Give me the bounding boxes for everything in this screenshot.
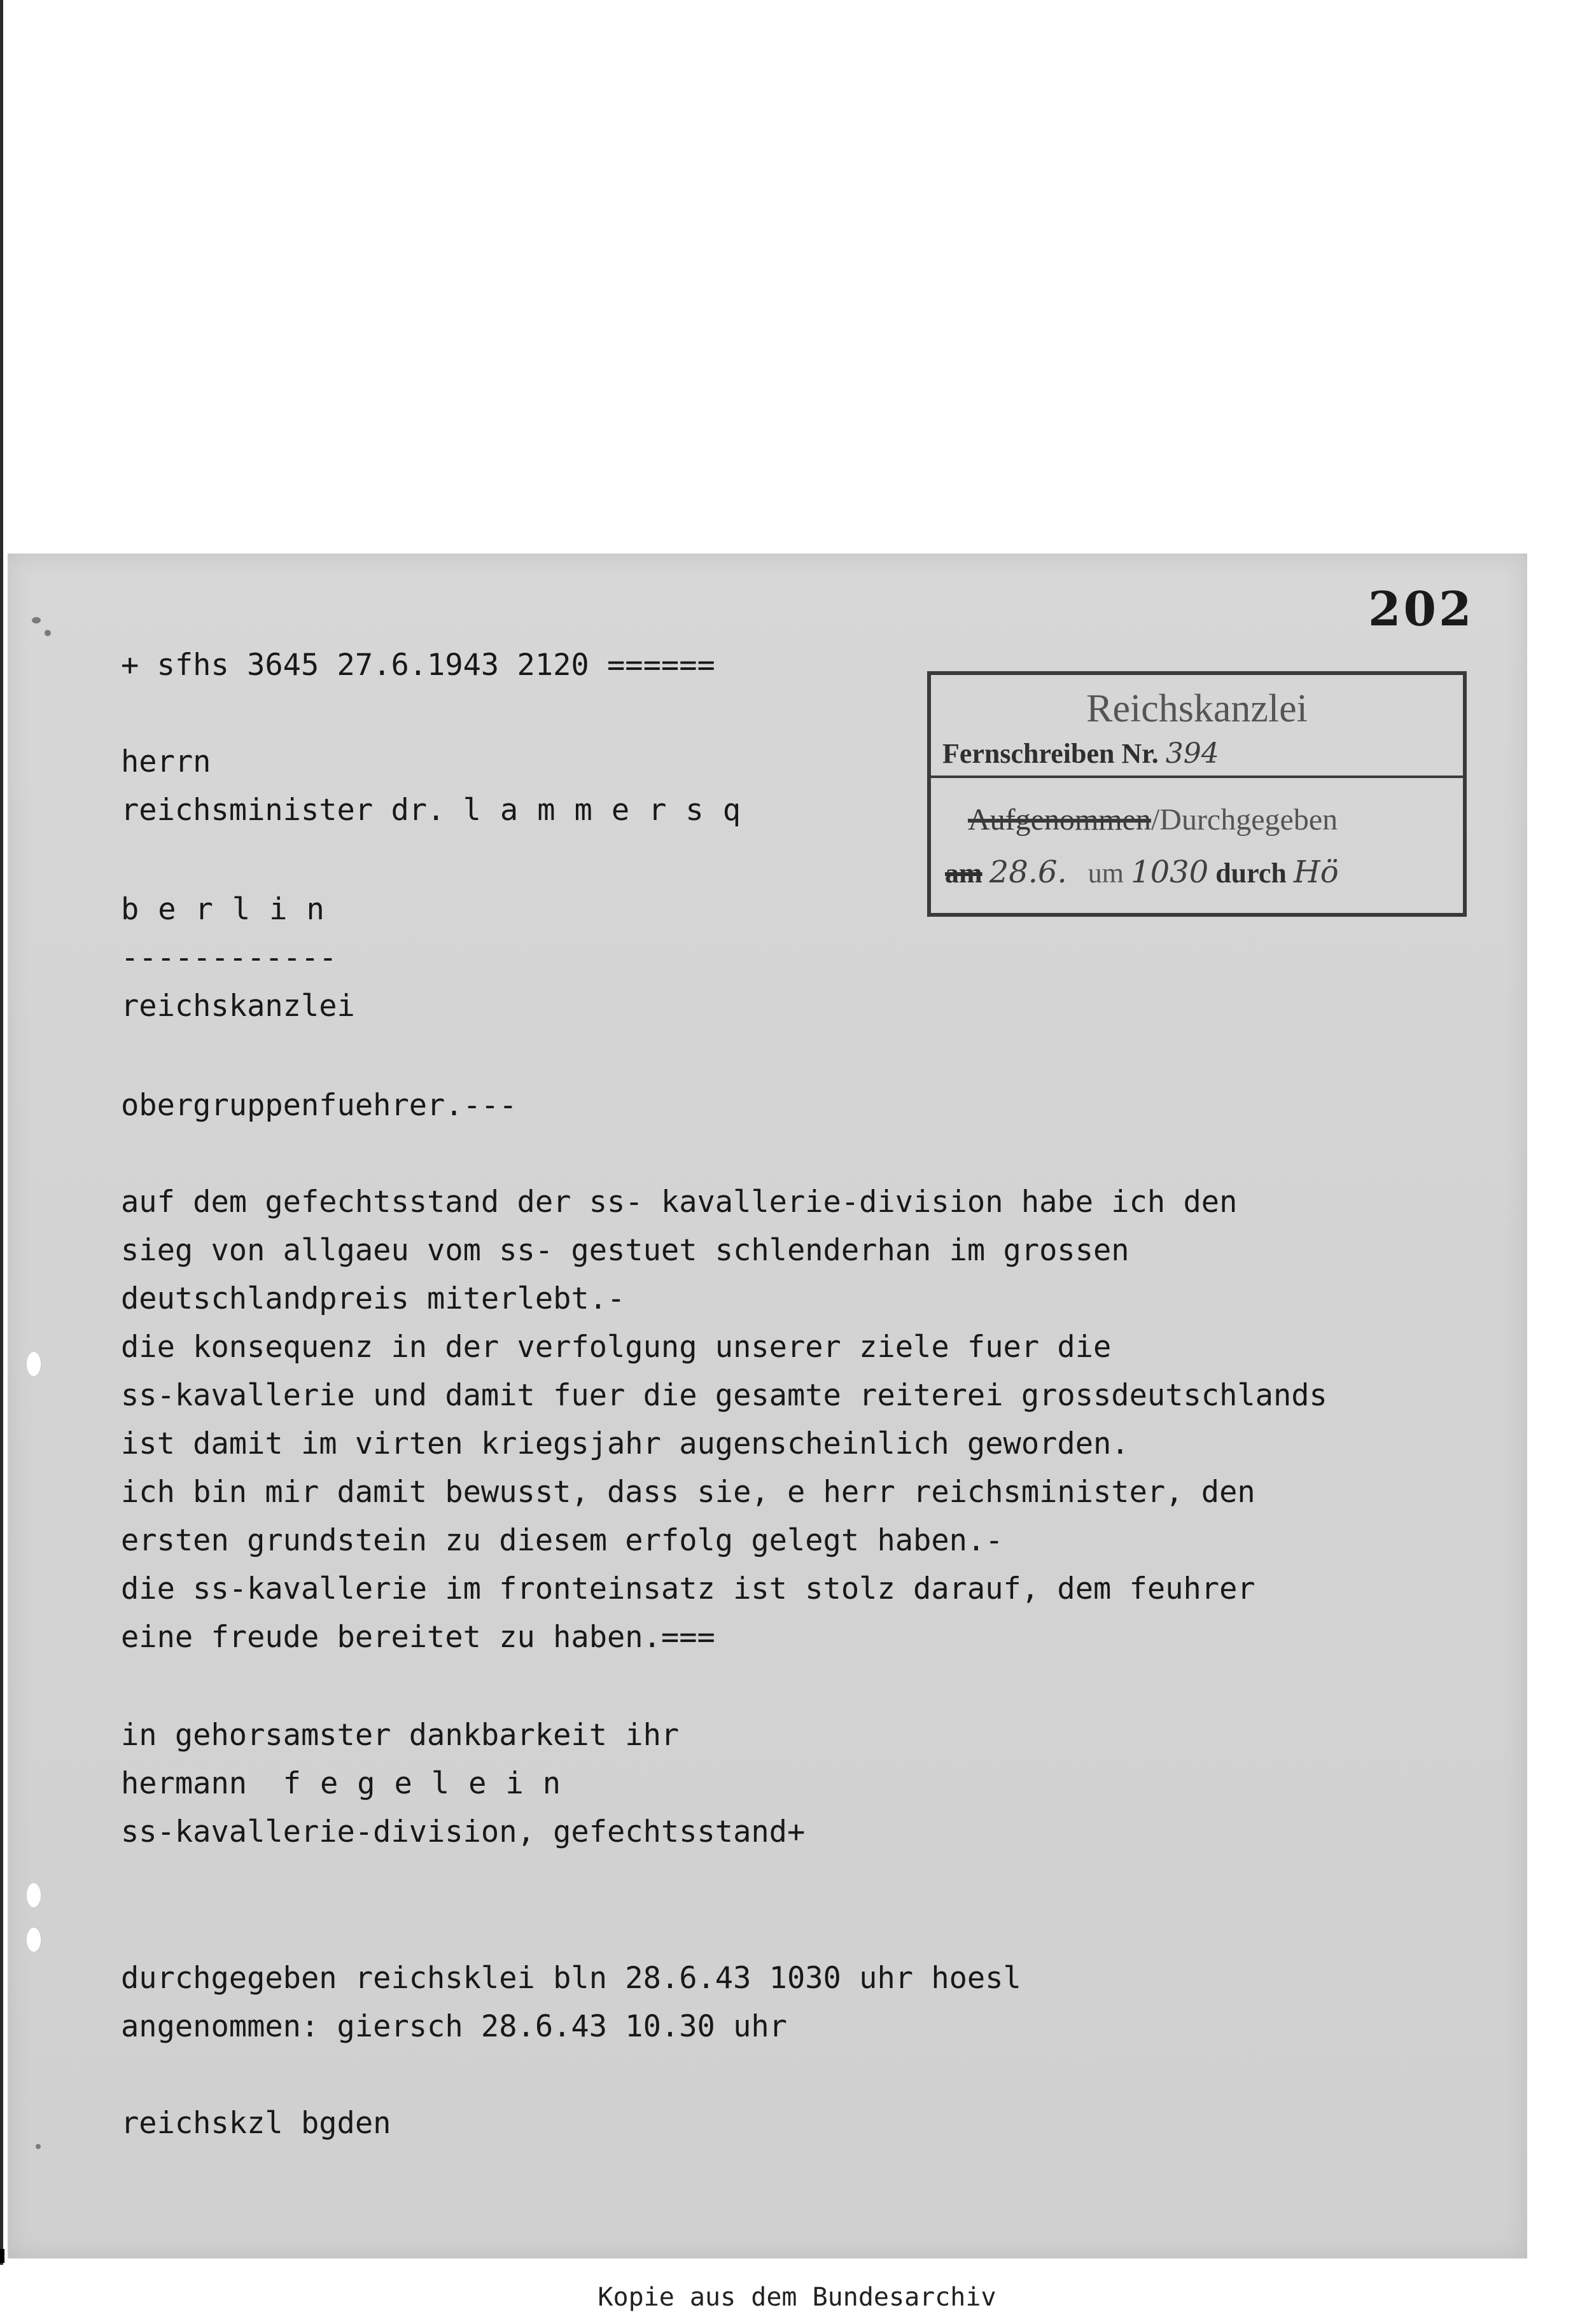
addressee-city: berlin xyxy=(121,892,344,927)
addressee-title-name: reichsminister dr. xyxy=(121,793,445,828)
addressee-salutation: herrn xyxy=(121,744,211,779)
stamp-number: 394 xyxy=(1165,737,1219,770)
body-line: ich bin mir damit bewusst, dass sie, e herr reichsminister, den xyxy=(121,1475,1255,1510)
scan-left-edge xyxy=(0,0,3,2265)
signature-surname: fegelein xyxy=(283,1766,580,1801)
stamp-sent-label: /Durchgegeben xyxy=(1150,803,1338,837)
reichskanzlei-stamp xyxy=(927,671,1467,917)
archive-footer: Kopie aus dem Bundesarchiv xyxy=(598,2283,996,2312)
transmission-received: angenommen: giersch 28.6.43 10.30 uhr xyxy=(121,2009,787,2044)
signature-unit: ss-kavallerie-division, gefechtsstand+ xyxy=(121,1814,806,1849)
punch-hole xyxy=(27,1352,41,1376)
body-line: sieg von allgaeu vom ss- gestuet schlenderhan im grossen xyxy=(121,1233,1129,1268)
transmission-sent: durchgegeben reichsklei bln 28.6.43 1030 uhr hoesl xyxy=(121,1961,1021,1996)
body-line: auf dem gefechtsstand der ss- kavallerie-division habe ich den xyxy=(121,1185,1238,1220)
stamp-date-prefix: am xyxy=(945,858,982,889)
body-line: ist damit im virten kriegsjahr augenscheinlich geworden. xyxy=(121,1426,1129,1461)
transmission-signoff: reichskzl bgden xyxy=(121,2106,391,2141)
stamp-initials: Hö xyxy=(1293,854,1339,890)
stamp-time-label: um xyxy=(1087,858,1124,889)
speck xyxy=(36,2144,41,2149)
stamp-date-row xyxy=(945,854,1339,890)
punch-hole xyxy=(27,1883,41,1907)
page-number: 202 xyxy=(1368,582,1474,637)
punch-hole xyxy=(27,1928,41,1952)
stamp-date: 28.6. xyxy=(989,854,1067,890)
speck xyxy=(45,630,51,636)
body-line: eine freude bereitet zu haben.=== xyxy=(121,1620,715,1655)
body-line: ss-kavallerie und damit fuer die gesamte reiterei grossdeutschlands xyxy=(121,1378,1327,1413)
stamp-title: Reichskanzlei xyxy=(1086,687,1308,730)
body-line: deutschlandpreis miterlebt.- xyxy=(121,1281,626,1316)
stamp-status-row xyxy=(968,802,1338,837)
addressee-surname: lammersq xyxy=(463,793,760,828)
signature-first-name: hermann xyxy=(121,1766,248,1801)
telex-header: + sfhs 3645 27.6.1943 2120 ====== xyxy=(121,648,715,683)
body-line: ersten grundstein zu diesem erfolg gelegt haben.- xyxy=(121,1523,1003,1558)
stamp-label: Fernschreiben Nr. xyxy=(942,738,1159,769)
stamp-time: 1030 xyxy=(1131,854,1209,890)
speck xyxy=(32,617,41,623)
body-line: die konsequenz in der verfolgung unserer ziele fuer die xyxy=(121,1330,1112,1365)
addressee-title xyxy=(121,786,760,835)
body-line: die ss-kavallerie im fronteinsatz ist stolz darauf, dem feuhrer xyxy=(121,1571,1255,1606)
greeting: obergruppenfuehrer.--- xyxy=(121,1088,517,1123)
scan-edge-mark xyxy=(0,2249,4,2263)
city-underline: ------------ xyxy=(121,940,337,975)
signature-name xyxy=(121,1760,580,1808)
stamp-teletype-label xyxy=(942,737,1219,770)
addressee-office: reichskanzlei xyxy=(121,989,355,1024)
stamp-header xyxy=(931,675,1463,778)
stamp-by-label: durch xyxy=(1215,858,1287,889)
closing-line: in gehorsamster dankbarkeit ihr xyxy=(121,1718,680,1753)
stamp-received-label: Aufgenommen xyxy=(968,803,1151,837)
